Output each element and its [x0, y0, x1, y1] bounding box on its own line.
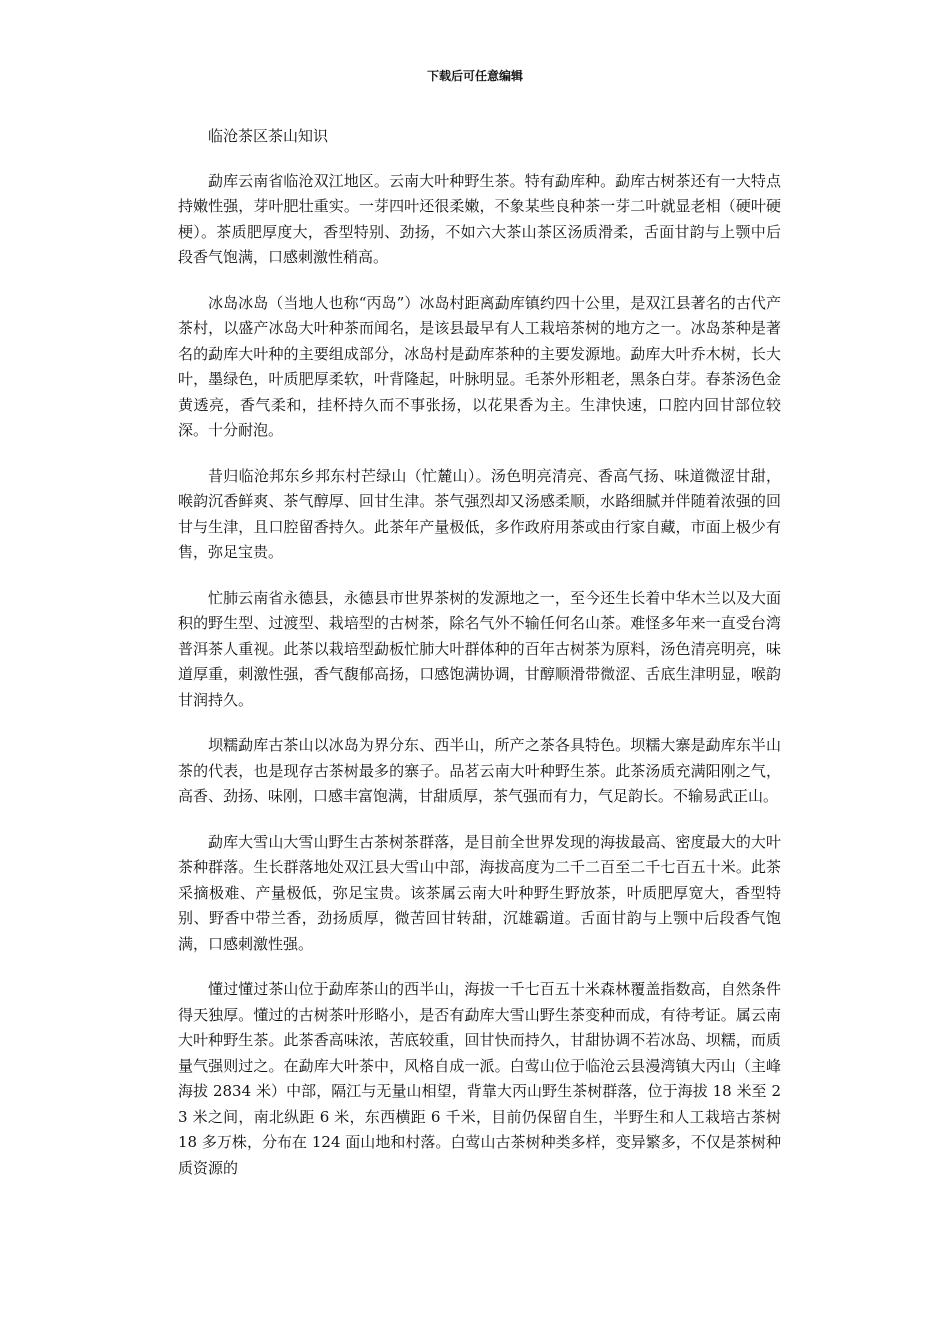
download-note: 下载后可任意编辑 — [426, 69, 523, 83]
paragraph-menghai: 勐库云南省临沧双江地区。云南大叶种野生茶。特有勐库种。勐库古树茶还有一大特点持嫩性强，芽叶肥壮重实。一芽四叶还很柔嫩，不象某些良种茶一芽二叶就显老相（硬叶硬梗）。茶质肥厚度大，香型特别、劲扬，不如六大茶山茶区汤质滑柔，舌面甘韵与上颚中后段香气饱满，口感刺激性稍高。 — [178, 171, 781, 266]
paragraph-mangfei: 忙肺云南省永德县，永德县市世界茶树的发源地之一，至今还生长着中华木兰以及大面积的野生型、过渡型、栽培型的古树茶，除名气外不输任何名山茶。难怪多年来一直受台湾普洱茶人重视。此茶以栽培型勐板忙肺大叶群体种的百年古树茶为原料，汤色清亮明亮，味道厚重，刺激性强，香气馥郁高扬，口感饱满协调，甘醇顺滑带微涩、舌底生津明显，喉韵甘润持久。 — [178, 588, 781, 709]
document-title: 临沧茶区茶山知识 — [208, 127, 329, 145]
paragraph-xigui: 昔归临沧邦东乡邦东村芒绿山（忙麓山）。汤色明亮清亮、香高气扬、味道微涩甘甜，喉韵沉香鲜爽、茶气醇厚、回甘生津。茶气强烈却又汤感柔顺，水路细腻并伴随着浓强的回甘与生津，且口腔留香持久。此茶年产量极低，多作政府用茶或由行家自藏，市面上极少有售，弥足宝贵。 — [178, 466, 781, 561]
paragraph-banuo: 坝糯勐库古茶山以冰岛为界分东、西半山，所产之茶各具特色。坝糯大寨是勐库东半山茶的代表，也是现存古茶树最多的寨子。品茗云南大叶种野生茶。此茶汤质充满阳刚之气，高香、劲扬、味刚，口感丰富饱满，甘甜质厚，茶气强而有力，气足韵长。不输易武正山。 — [178, 736, 781, 805]
paragraph-bingdao: 冰岛冰岛（当地人也称“丙岛”）冰岛村距离勐库镇约四十公里，是双江县著名的古代产茶村，以盛产冰岛大叶种茶而闻名，是该县最早有人工栽培茶树的地方之一。冰岛茶种是著名的勐库大叶种的主要组成部分，冰岛村是勐库茶种的主要发源地。勐库大叶乔木树，长大叶，墨绿色，叶质肥厚柔软，叶背隆起，叶脉明显。毛茶外形粗老，黑条白芽。春茶汤色金黄透亮，香气柔和，挂杯持久而不事张扬，以花果香为主。生津快速，口腔内回甘部位较深。十分耐泡。 — [178, 293, 781, 439]
paragraph-daxueshan: 勐库大雪山大雪山野生古茶树茶群落，是目前全世界发现的海拔最高、密度最大的大叶茶种群落。生长群落地处双江县大雪山中部，海拔高度为二千二百至二千七百五十米。此茶采摘极难、产量极低，弥足宝贵。该茶属云南大叶种野生野放茶，叶质肥厚宽大，香型特别、野香中带兰香，劲扬质厚，微苦回甘转甜，沉雄霸道。舌面甘韵与上颚中后段香气饱满，口感刺激性强。 — [178, 832, 781, 953]
document-body — [178, 124, 781, 1181]
paragraph-dongguo: 懂过懂过茶山位于勐库茶山的西半山，海拔一千七百五十米森林覆盖指数高，自然条件得天独厚。懂过的古树茶叶形略小，是否有勐库大雪山野生茶变种而成，有待考证。属云南大叶种野生茶。此茶香高味浓，苦底较重，回甘快而持久，甘甜协调不若冰岛、坝糯，而质量气强则过之。在勐库大叶茶中，风格自成一派。白莺山位于临沧云县漫湾镇大丙山（主峰海拔 2834 米）中部，隔江与无量山相望，背靠大丙山野生茶树群落，位于海拔 18 米至 23 米之间，南北纵距 6 米，东西横距 6 千米，目前仍保留自生，半野生和人工栽培古茶树 18 多万株，分布在 124 面山地和村落。白莺山古茶树种类多样，变异繁多，不仅是茶树种质资源的 — [178, 980, 781, 1177]
